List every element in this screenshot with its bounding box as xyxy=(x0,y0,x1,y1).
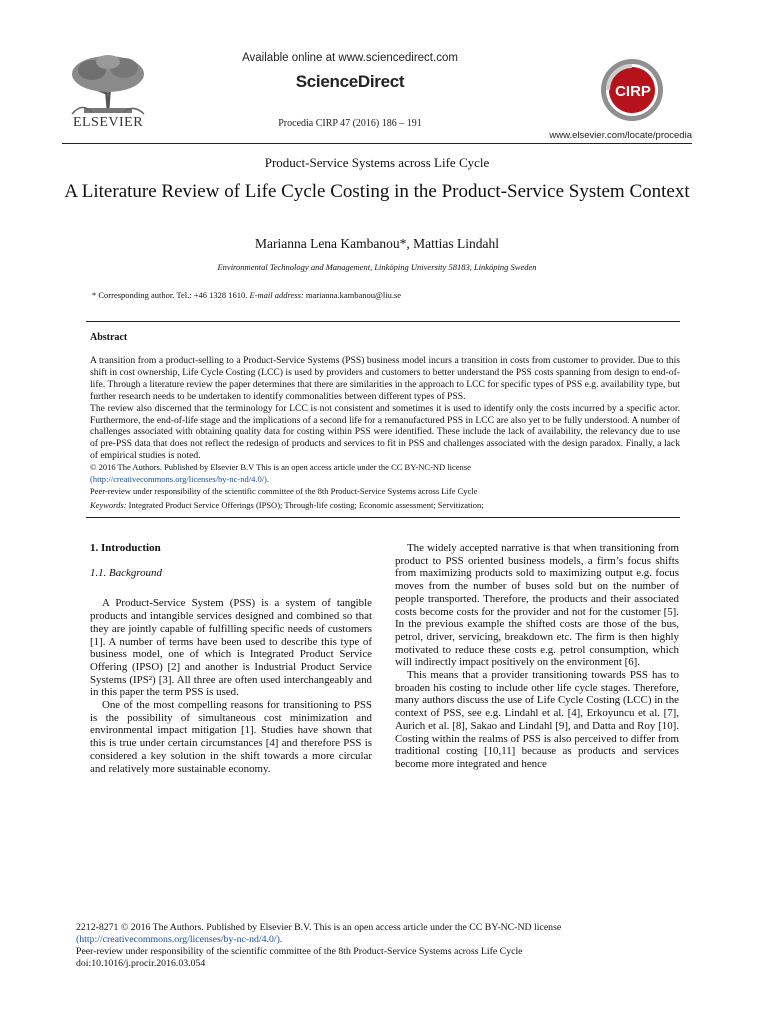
email-label: E-mail address: xyxy=(249,290,304,300)
footer-license-line: 2212-8271 © 2016 The Authors. Published by Elsevier B.V. This is an open access article under the CC BY-NC-ND license xyxy=(76,922,562,933)
abstract-heading: Abstract xyxy=(90,332,128,343)
header-divider xyxy=(62,143,692,144)
publisher-logo-text: ELSEVIER xyxy=(72,115,144,130)
brand-title: ScienceDirect xyxy=(295,72,405,91)
keywords-line xyxy=(90,500,680,512)
journal-reference: Procedia CIRP 47 (2016) 186 – 191 xyxy=(278,118,422,129)
locate-url[interactable]: www.elsevier.com/locate/procedia xyxy=(549,130,692,141)
right-column xyxy=(395,542,679,771)
abstract-body xyxy=(90,355,680,512)
paper-title: A Literature Review of Life Cycle Costing in the Product-Service System Context xyxy=(64,181,690,202)
keywords-label: Keywords: xyxy=(90,499,127,510)
abstract-paragraph-2: The review also discerned that the terminology for LCC is not consistent and sometimes it is used to identify only the costs incurred by a specific actor. Furthermore, the end-of-life stage and the implications of a second life for a remanufactured PSS in LCC are also yet to be fully understood. A number of challenges associated with obtaining quality data for costing within PSS were identified. These include the lack of availability, the relevancy due to use of pre-PSS data that does not reflect the redesign of products and services to fit in PSS and challenges associated with the design paradox. Finally, a lack of empirical studies is noted. xyxy=(90,402,680,462)
intro-paragraph-2: One of the most compelling reasons for transitioning to PSS is the possibility of simultaneous cost minimization and environmental impact mitigation [1]. Studies have shown that this is true under certain circumstances [4] and therefore PSS is considered a key solution in the shift towards a more circular and relatively more sustainable economy. xyxy=(90,699,372,775)
cirp-logo xyxy=(600,58,664,122)
footer-peer-review: Peer-review under responsibility of the scientific committee of the 8th Product-Service Systems across Life Cycle xyxy=(76,946,523,957)
authors: Marianna Lena Kambanou*, Mattias Lindahl xyxy=(254,236,500,251)
keywords-text: Integrated Product Service Offerings (IPSO); Through-life costing; Economic assessment; Servitization; xyxy=(126,499,484,510)
corresponding-author xyxy=(92,290,692,300)
abstract-bottom-divider xyxy=(86,517,680,518)
peer-review-line: Peer-review under responsibility of the scientific committee of the 8th Product-Service Systems across Life Cycle xyxy=(90,485,478,496)
subsection-heading: 1.1. Background xyxy=(90,566,162,579)
footer-license-link[interactable]: (http://creativecommons.org/licenses/by-nc-nd/4.0/). xyxy=(76,934,283,945)
left-column xyxy=(90,542,372,775)
email-address[interactable]: marianna.kambanou@liu.se xyxy=(303,290,402,300)
conference-name: Product-Service Systems across Life Cycle xyxy=(264,155,490,170)
license-link[interactable]: (http://creativecommons.org/licenses/by-nc-nd/4.0/). xyxy=(90,474,270,485)
available-online-text: Available online at www.sciencedirect.com xyxy=(242,52,458,64)
abstract-paragraph-1: A transition from a product-selling to a Product-Service Systems (PSS) business model incurs a transition in costs from customer to provider. Due to this shift in cost ownership, Life Cycle Costing (LCC) is used by providers and customers to better understand the PSS costs spanning from design to end-of-life. Through a literature review the paper determines that there are similarities in the approach to LCC for specific types of PSS e.g. availability type, but further research needs to be undertaken to identify commonalities between different types of PSS. xyxy=(90,355,680,402)
abstract-top-divider xyxy=(86,321,680,322)
affiliation: Environmental Technology and Management, Linköping University 58183, Linköping Sweden xyxy=(217,262,537,272)
footer xyxy=(76,922,696,970)
footer-doi[interactable]: doi:10.1016/j.procir.2016.03.054 xyxy=(76,958,206,969)
section-heading: 1. Introduction xyxy=(90,542,161,554)
corresponding-prefix: * Corresponding author. Tel.: +46 1328 1610. xyxy=(92,290,250,300)
intro-paragraph-1: A Product-Service System (PSS) is a system of tangible products and intangible services designed and combined so that they are jointly capable of fulfilling specific needs of customers [1]. A number of terms have been used to describe this type of business model, one of which is Integrated Product Service Offering (IPSO) [2] and another is Industrial Product Service Systems (IPS²) [3]. All three are often used interchangeably and in this paper the term PSS is used. xyxy=(90,597,372,699)
copyright-line: © 2016 The Authors. Published by Elsevier B.V This is an open access article under the CC BY-NC-ND license xyxy=(90,462,471,473)
right-paragraph-1: The widely accepted narrative is that when transitioning from product to PSS oriented business models, a firm’s focus shifts from maximizing products sold to maximizing output e.g. focus moves from the number of buses sold but on the number of people transported. Therefore, the products and their associated costs become costs for the provider and not for the customer [5]. In the previous example the shifted costs are those of the bus, petrol, driver, servicing, breakdown etc. The firm is then highly motivated to reduce these costs e.g. petrol consumption, which will indirectly impact positively on the environment [6]. xyxy=(395,542,679,669)
cirp-logo-text: CIRP xyxy=(615,83,651,100)
right-paragraph-2: This means that a provider transitioning towards PSS has to broaden his costing to include other life cycle stages. Therefore, many authors discuss the use of Life Cycle Costing (LCC) in the context of PSS, see e.g. Lindahl et al. [4], Erkoyuncu et al. [7], Aurich et al. [8], Sakao and Lindahl [9], and Datta and Roy [10]. Costing within the realms of PSS is also perceived to differ from traditional costing [10,11] because as products and services become more integrated and hence xyxy=(395,669,679,770)
